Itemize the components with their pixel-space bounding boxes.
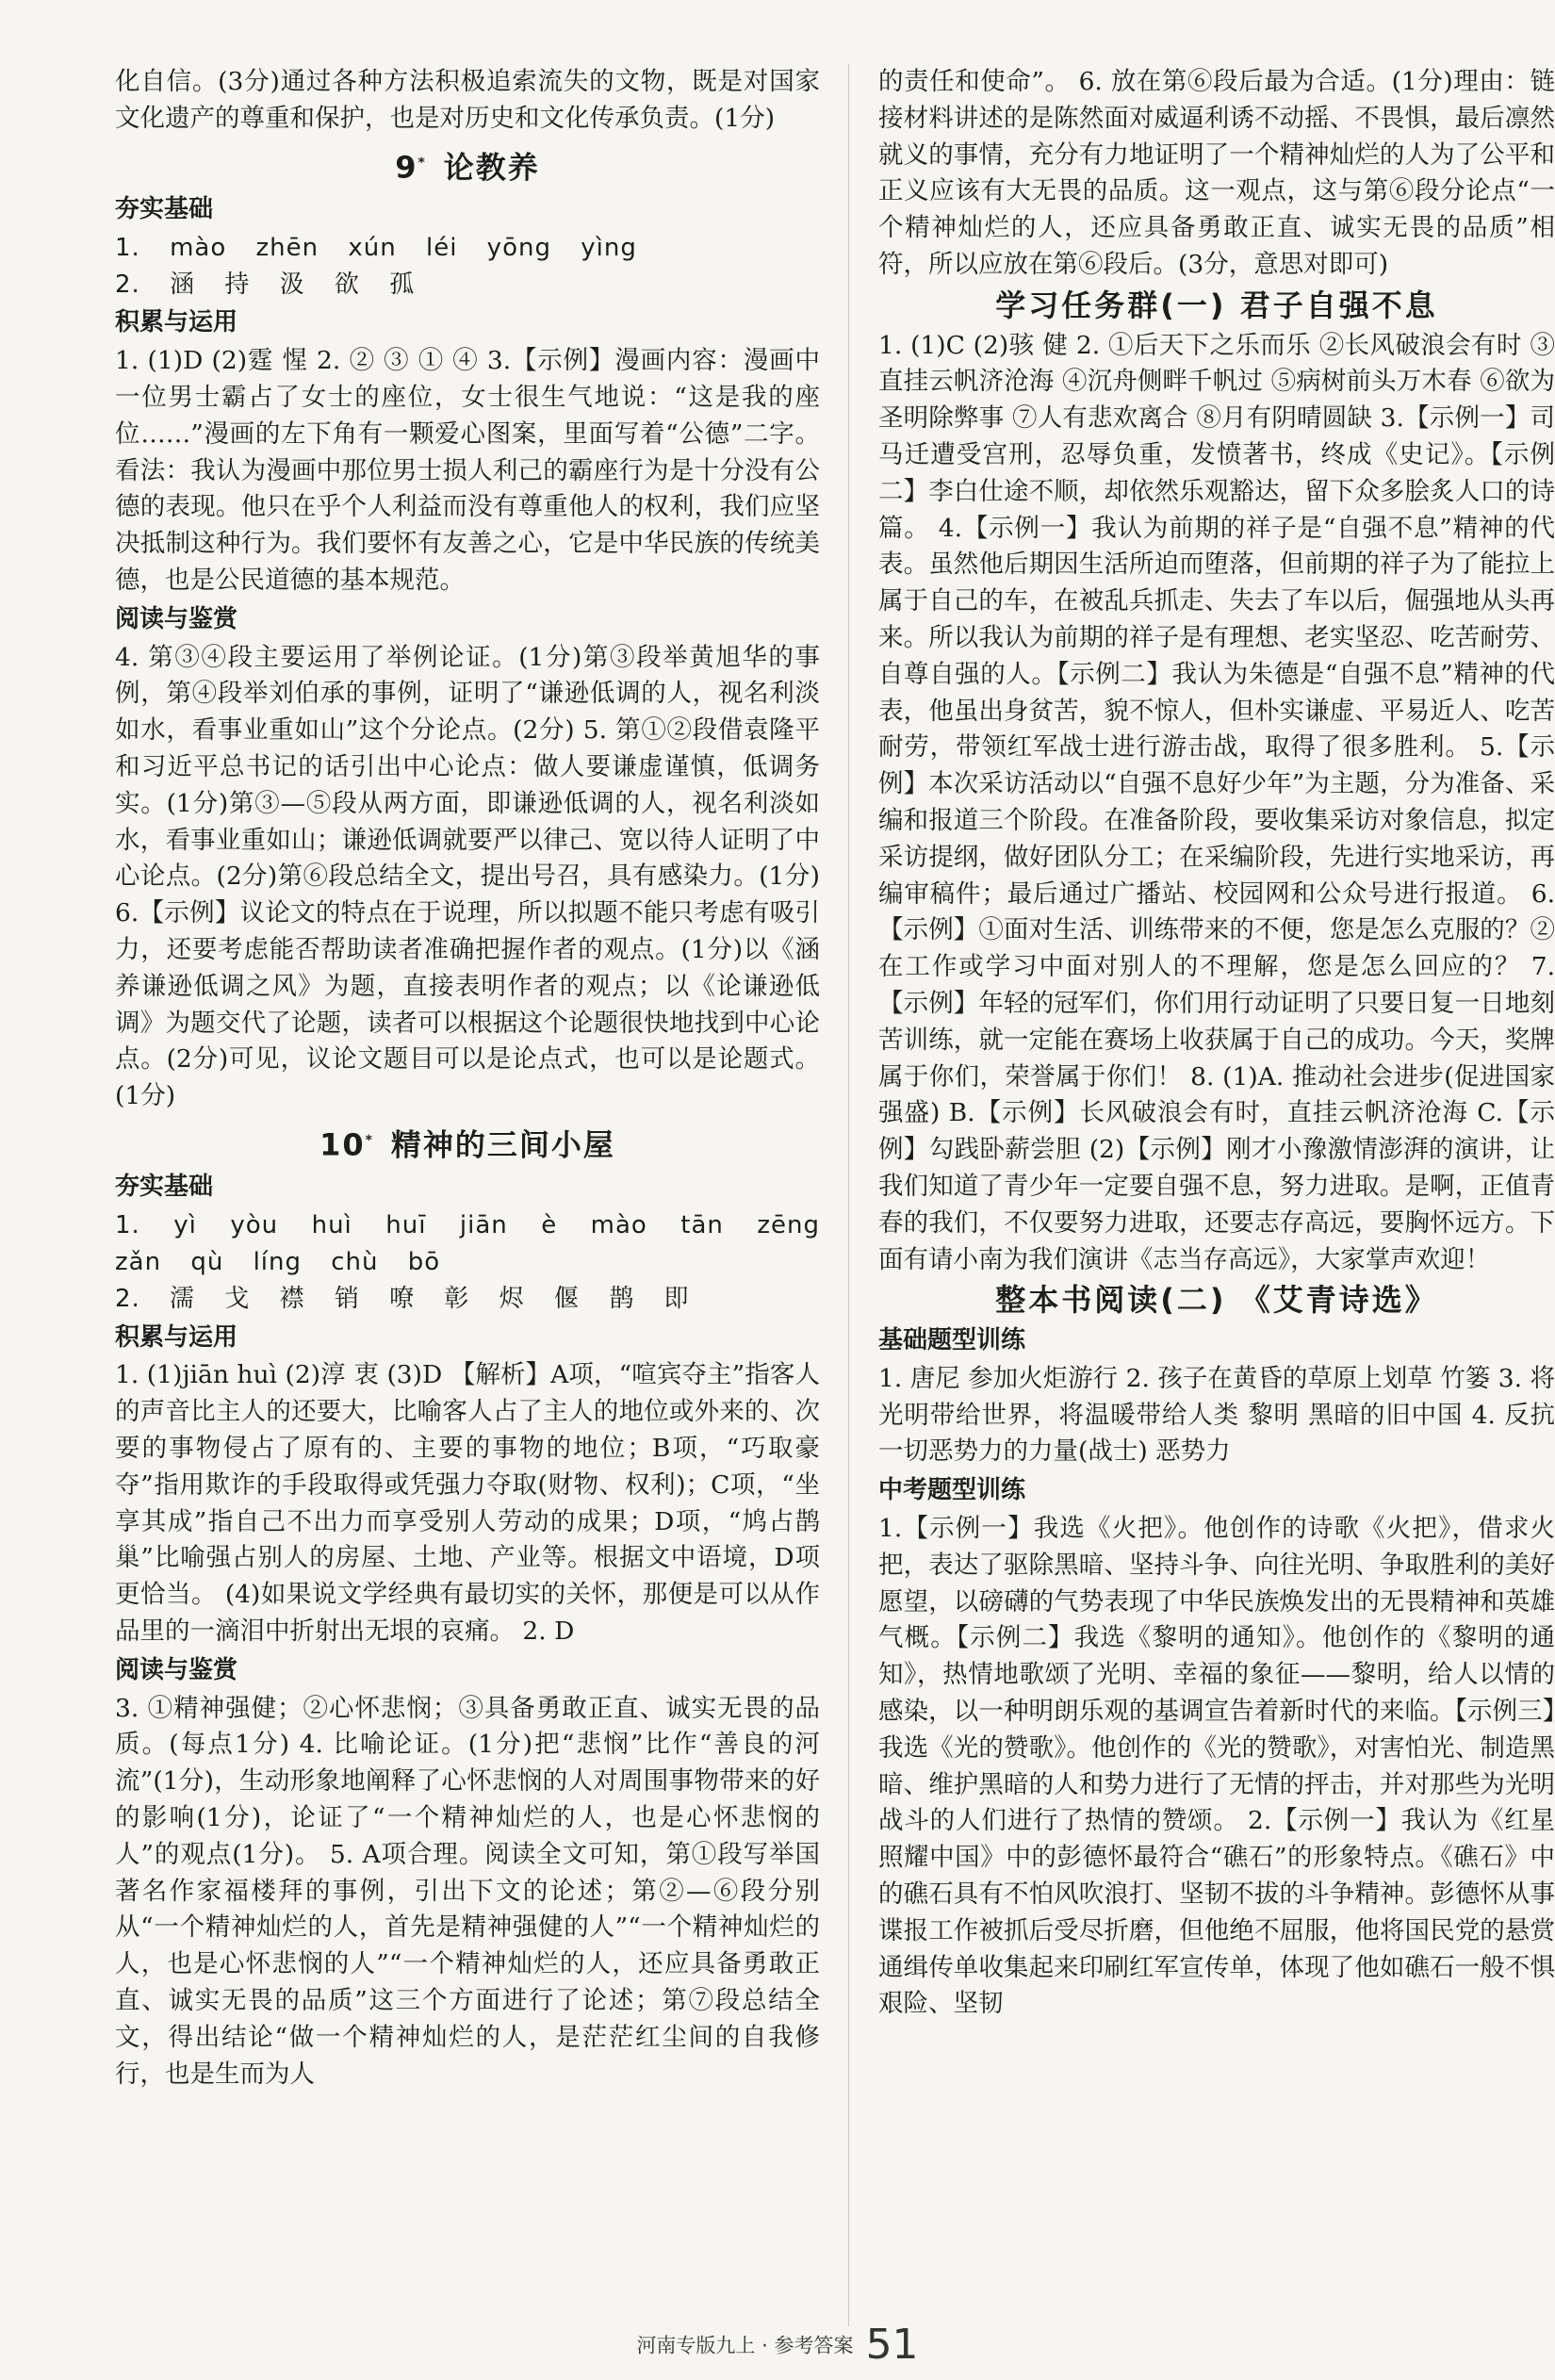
lesson-title: 精神的三间小屋 [390, 1126, 615, 1163]
left-column [115, 64, 820, 2093]
page-footer [0, 2321, 1555, 2369]
character-answers: 2. 涵 持 汲 欲 孤 [115, 270, 416, 299]
section-heading: 阅读与鉴赏 [115, 1655, 238, 1684]
footer-text: 河南专版九上 · 参考答案 [636, 2334, 854, 2357]
answer-paragraph: 1. 唐尼 参加火炬游行 2. 孩子在黄昏的草原上划草 竹篓 3. 将光明带给世界，将温暖带给人类 黎明 黑暗的旧中国 4. 反抗一切恶势力的力量(战士) 恶势力 [878, 1363, 1555, 1467]
character-answers: 2. 濡 戈 襟 销 嘹 彰 烬 偃 鹊 即 [115, 1284, 690, 1313]
pinyin-answers: 1. mào zhēn xún léi yōng yìng [115, 233, 637, 262]
section-heading: 中考题型训练 [878, 1476, 1026, 1505]
section-heading: 阅读与鉴赏 [115, 604, 238, 633]
section-heading: 积累与运用 [115, 308, 238, 337]
section-heading: 积累与运用 [115, 1322, 238, 1352]
section-heading: 夯实基础 [115, 1173, 214, 1202]
right-column [878, 64, 1555, 2317]
lesson-9-heading [115, 145, 820, 186]
answer-paragraph: 3. ①精神强健；②心怀悲悯；③具备勇敢正直、诚实无畏的品质。(每点1分) 4. 比喻论证。(1分)把“悲悯”比作“善良的河流”(1分)，生动形象地阐释了心怀悲悯的人对周围事物带来的好的影响(1分)，论证了“一个精神灿烂的人，也是心怀悲悯的人”的观点(1分)。 5. A项合理。阅读全文可知，第①段写举国著名作家福楼拜的事例，引出下文的论述；第②—⑥段分别从“一个精神灿烂的人，首先是精神强健的人”“一个精神灿烂的人，也是心怀悲悯的人”“一个精神灿烂的人，还应具备勇敢正直、诚实无畏的品质”这三个方面进行了论述；第⑦段总结全文，得出结论“做一个精神灿烂的人，是茫茫红尘间的自我修行，也是生而为人 [115, 1693, 820, 2089]
lesson-10-heading [115, 1123, 820, 1163]
task-group-heading: 学习任务群(一) 君子自强不息 [995, 287, 1438, 323]
answer-paragraph: 1. (1)jiān huì (2)淳 衷 (3)D 【解析】A项，“喧宾夺主”指客人的声音比主人的还要大，比喻客人占了主人的地位或外来的、次要的事物侵占了原有的、主要的事物的地位；B项，“巧取豪夺”指用欺诈的手段取得或凭强力夺取(财物、权利)；C项，“坐享其成”指自己不出力而享受别人劳动的成果；D项，“鸠占鹊巢”比喻强占别人的房屋、土地、产业等。根据文中语境，D项更恰当。 (4)如果说文学经典有最切实的关怀，那便是可以从作品里的一滴泪中折射出无垠的哀痛。 2. D [115, 1360, 820, 1646]
pinyin-answers: 1. yì yòu huì huī jiān è mào tān zēng zǎn qù líng chù bō [115, 1211, 820, 1277]
lesson-star: * [417, 155, 427, 171]
lesson-number: 9 [395, 149, 418, 186]
section-heading: 夯实基础 [115, 195, 214, 224]
lesson-number: 10 [319, 1126, 366, 1163]
answer-paragraph: 1. (1)D (2)霆 惺 2. ② ③ ① ④ 3.【示例】漫画内容：漫画中一位男士霸占了女士的座位，女士很生气地说：“这是我的座位……”漫画的左下角有一颗爱心图案，里面写着“公德”二字。看法：我认为漫画中那位男士损人利己的霸座行为是十分没有公德的表现。他只在乎个人利益而没有尊重他人的权利，我们应坚决抵制这种行为。我们要怀有友善之心，它是中华民族的传统美德，也是公民道德的基本规范。 [115, 346, 820, 596]
answer-paragraph: 4. 第③④段主要运用了举例论证。(1分)第③段举黄旭华的事例，第④段举刘伯承的事例，证明了“谦逊低调的人，视名利淡如水，看事业重如山”这个分论点。(2分) 5. 第①②段借袁隆平和习近平总书记的话引出中心论点：做人要谦虚谨慎，低调务实。(1分)第③—⑤段从两方面，即谦逊低调的人，视名利淡如水，看事业重如山；谦逊低调就要严以律己、宽以待人证明了中心论点。(2分)第⑥段总结全文，提出号召，具有感染力。(1分) 6.【示例】议论文的特点在于说理，所以拟题不能只考虑有吸引力，还要考虑能否帮助读者准确把握作者的观点。(1分)以《涵养谦逊低调之风》为题，直接表明作者的观点；以《论谦逊低调》为题交代了论题，读者可以根据这个论题很快地找到中心论点。(2分)可见，议论文题目可以是论点式，也可以是论题式。(1分) [115, 642, 820, 1111]
column-divider [848, 64, 849, 2326]
answer-paragraph: 1. (1)C (2)骇 健 2. ①后天下之乐而乐 ②长风破浪会有时 ③直挂云帆济沧海 ④沉舟侧畔千帆过 ⑤病树前头万木春 ⑥欲为圣明除弊事 ⑦人有悲欢离合 ⑧月有阴晴圆缺 3.【示例一】司马迁遭受宫刑，忍辱负重，发愤著书，终成《史记》。【示例二】李白仕途不顺，却依然乐观豁达，留下众多脍炙人口的诗篇。 4.【示例一】我认为前期的祥子是“自强不息”精神的代表。虽然他后期因生活所迫而堕落，但前期的祥子为了能拉上属于自己的车，在被乱兵抓走、失去了车以后，倔强地从头再来。所以我认为前期的祥子是有理想、老实坚忍、吃苦耐劳、自尊自强的人。【示例二】我认为朱德是“自强不息”精神的代表，他虽出身贫苦，貌不惊人，但朴实谦虚、平易近人、吃苦耐劳，带领红军战士进行游击战，取得了很多胜利。 5.【示例】本次采访活动以“自强不息好少年”为主题，分为准备、采编和报道三个阶段。在准备阶段，要收集采访对象信息，拟定采访提纲，做好团队分工；在采编阶段，先进行实地采访，再编审稿件；最后通过广播站、校园网和公众号进行报道。 6.【示例】①面对生活、训练带来的不便，您是怎么克服的？②在工作或学习中面对别人的不理解，您是怎么回应的？ 7.【示例】年轻的冠军们，你们用行动证明了只要日复一日地刻苦训练，就一定能在赛场上收获属于自己的成功。今天，奖牌属于你们，荣誉属于你们！ 8. (1)A. 推动社会进步(促进国家强盛) B.【示例】长风破浪会有时，直挂云帆济沧海 C.【示例】勾践卧薪尝胆 (2)【示例】刚才小豫激情澎湃的演讲，让我们知道了青少年一定要自强不息，努力进取。是啊，正值青春的我们，不仅要努力进取，还要志存高远，要胸怀远方。下面有请小南为我们演讲《志当存高远》，大家掌声欢迎！ [878, 330, 1555, 1274]
page-number: 51 [865, 2321, 919, 2369]
answer-paragraph: 1.【示例一】我选《火把》。他创作的诗歌《火把》，借求火把，表达了驱除黑暗、坚持斗争、向往光明、争取胜利的美好愿望，以磅礴的气势表现了中华民族焕发出的无畏精神和英雄气概。【示例二】我选《黎明的通知》。他创作的《黎明的通知》，热情地歌颂了光明、幸福的象征——黎明，给人以情的感染，以一种明朗乐观的基调宣告着新时代的来临。【示例三】我选《光的赞歌》。他创作的《光的赞歌》，对害怕光、制造黑暗、维护黑暗的人和势力进行了无情的抨击，并对那些为光明战斗的人们进行了热情的赞颂。 2.【示例一】我认为《红星照耀中国》中的彭德怀最符合“礁石”的形象特点。《礁石》中的礁石具有不怕风吹浪打、坚韧不拔的斗争精神。彭德怀从事谍报工作被抓后受尽折磨，但他绝不屈服，他将国民党的悬赏通缉传单收集起来印刷红军宣传单，体现了他如礁石一般不惧艰险、坚韧 [878, 1514, 1555, 2019]
lesson-star: * [365, 1132, 374, 1148]
intro-paragraph: 化自信。(3分)通过各种方法积极追索流失的文物，既是对国家文化遗产的尊重和保护，也是对历史和文化传承负责。(1分) [115, 67, 820, 133]
book-reading-heading: 整本书阅读(二) 《艾青诗选》 [995, 1282, 1438, 1319]
lesson-title: 论教养 [443, 149, 540, 186]
section-heading: 基础题型训练 [878, 1326, 1026, 1355]
continued-paragraph: 的责任和使命”。 6. 放在第⑥段后最为合适。(1分)理由：链接材料讲述的是陈然面对威逼利诱不动摇、不畏惧，最后凛然就义的事情，充分有力地证明了一个精神灿烂的人为了公平和正义应该有大无畏的品质。这一观点，这与第⑥段分论点“一个精神灿烂的人，还应具备勇敢正直、诚实无畏的品质”相符，所以应放在第⑥段后。(3分，意思对即可) [878, 67, 1555, 279]
